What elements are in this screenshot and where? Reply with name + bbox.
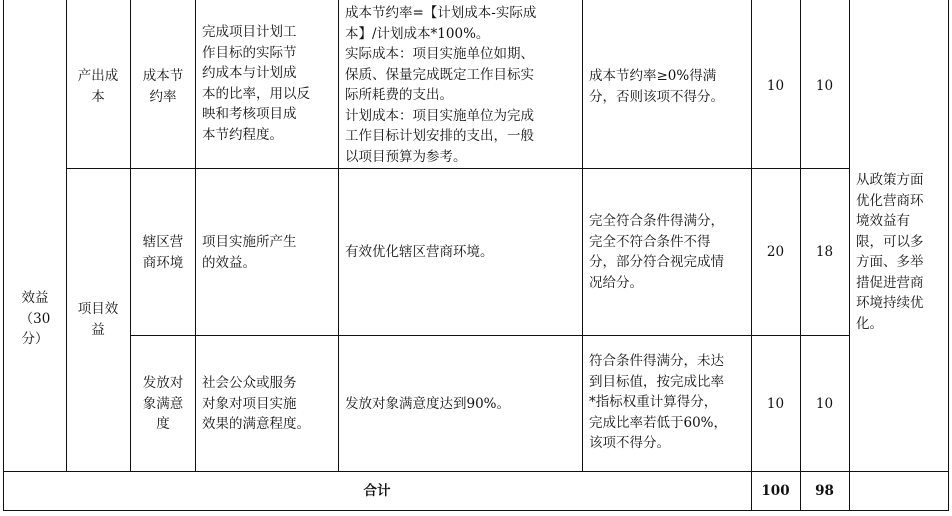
primary-indicator-benefit: 效益 （30 分） [19, 290, 51, 347]
definition-satisfaction: 社会公众或服务 对象对项目实施 效果的满意程度。 [202, 375, 310, 432]
score-satisfaction: 10 [815, 396, 834, 412]
weight-business: 20 [766, 244, 785, 260]
definition-cost-rate: 完成项目计划工 作目标的实际节 约成本与计划成 本的比率，用以反 映和考核项目成 本节约程度。 [202, 24, 310, 143]
definition-business: 项目实施所产生 的效益。 [202, 234, 297, 271]
standard-satisfaction: 发放对象满意度达到90%。 [345, 396, 511, 412]
score-cost-rate: 10 [815, 78, 834, 94]
weight-satisfaction: 10 [766, 396, 785, 412]
standard-business: 有效优化辖区营商环境。 [345, 244, 494, 260]
tertiary-indicator-cost-rate: 成本节 约率 [142, 68, 184, 105]
total-label: 合计 [363, 483, 391, 499]
remark-business: 从政策方面 优化营商环 境效益有 限，可以多 方面、多举 措促进营商 环境持续优 化。 [856, 172, 924, 332]
weight-cost-rate: 10 [766, 78, 785, 94]
score-business: 18 [815, 244, 834, 260]
standard-cost-rate: 成本节约率=【计划成本-实际成 本】/计划成本*100%。 实际成本：项目实施单位如期、 保质、保量完成既定工作目标实 际所耗费的支出。 计划成本：项目实施单位为完成 工作目标计划安排的支出，一般 以项目预算为参考。 [345, 5, 537, 165]
total-score: 98 [815, 483, 834, 499]
criteria-cost-rate: 成本节约率≥0%得满 分，否则该项不得分。 [589, 68, 724, 105]
criteria-satisfaction: 符合条件得满分，未达 到目标值，按完成比率 *指标权重计算得分， 完成比率若低于60%， 该项不得分。 [589, 353, 728, 451]
secondary-indicator-project-benefit: 项目效 益 [77, 301, 119, 338]
tertiary-indicator-satisfaction: 发放对 象满意 度 [142, 375, 184, 432]
secondary-indicator-cost: 产出成 本 [77, 68, 119, 105]
criteria-business: 完全符合条件得满分， 完全不符合条件不得 分，部分符合视完成情 况给分。 [589, 213, 724, 291]
total-weight: 100 [761, 483, 790, 499]
tertiary-indicator-business: 辖区营 商环境 [142, 234, 184, 271]
